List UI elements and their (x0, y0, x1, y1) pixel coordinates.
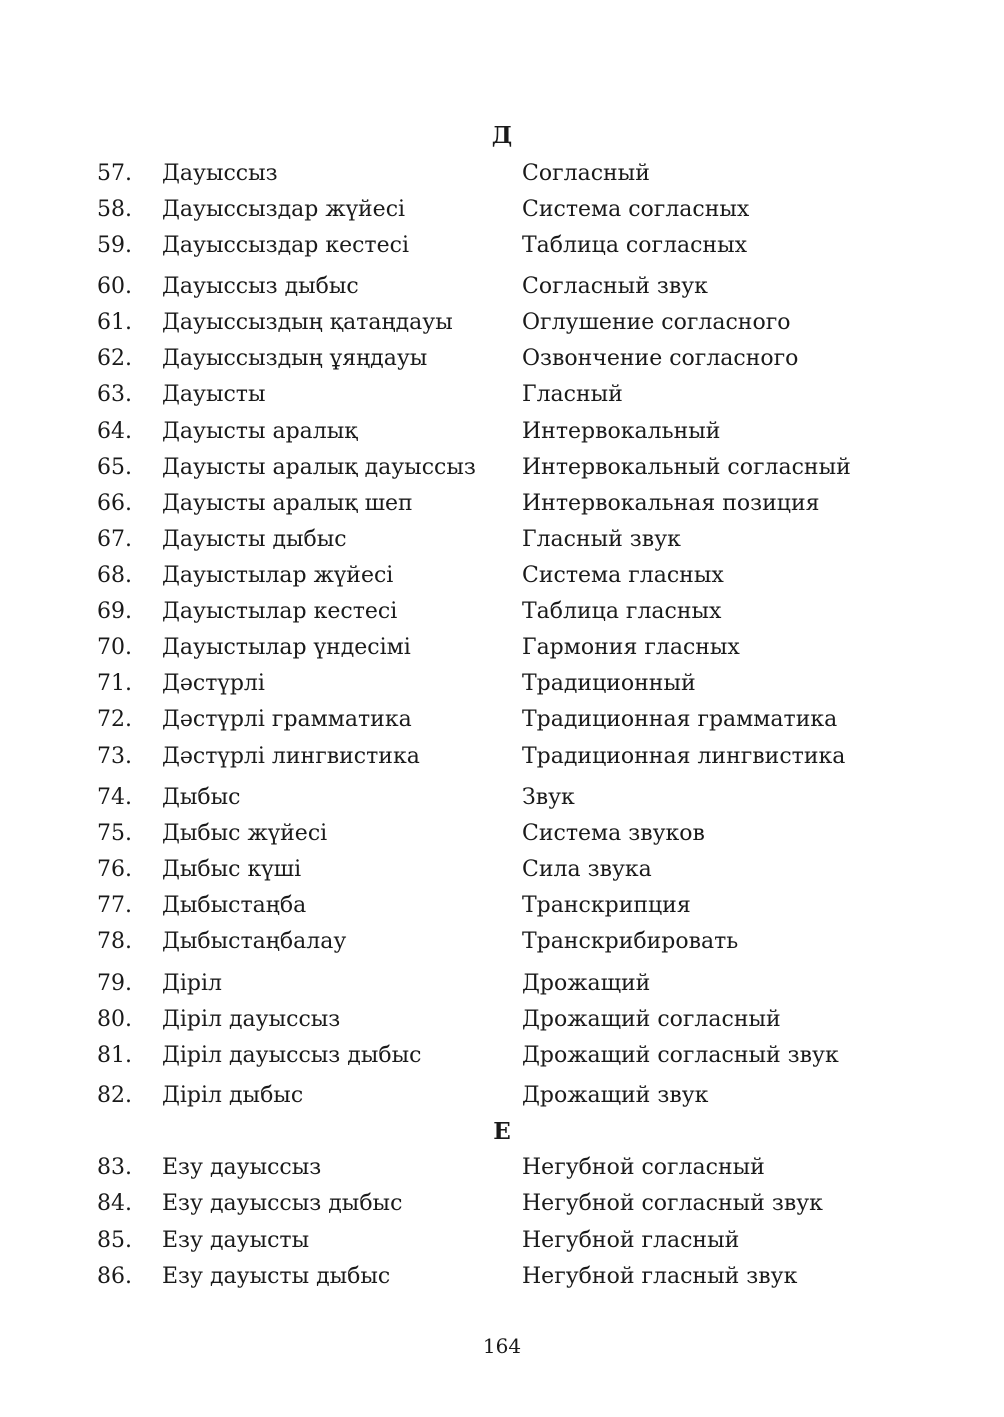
kazakh-term: Дыбыс (162, 785, 241, 810)
section-heading-e: Е (493, 1118, 511, 1145)
glossary-entry (0, 1081, 1004, 1111)
russian-term: Негубной согласный (522, 1155, 765, 1180)
entry-number: 72. (97, 707, 132, 732)
russian-term: Гармония гласных (522, 635, 740, 660)
kazakh-term: Дауыссыздар жүйесі (162, 197, 406, 222)
kazakh-term: Дыбыстаңба (162, 893, 307, 918)
kazakh-term: Дыбыс жүйесі (162, 821, 328, 846)
glossary-entry (0, 561, 1004, 591)
kazakh-term: Езу дауысты дыбыс (162, 1264, 391, 1289)
russian-term: Интервокальная позиция (522, 491, 820, 516)
entry-number: 83. (97, 1155, 132, 1180)
russian-term: Согласный звук (522, 274, 708, 299)
entry-number: 59. (97, 233, 132, 258)
kazakh-term: Дыбыс күші (162, 857, 302, 882)
entry-number: 76. (97, 857, 132, 882)
russian-term: Интервокальный согласный (522, 455, 851, 480)
russian-term: Звук (522, 785, 575, 810)
entry-number: 62. (97, 346, 132, 371)
kazakh-term: Дауыссыздың ұяңдауы (162, 346, 428, 371)
glossary-entry (0, 272, 1004, 302)
kazakh-term: Дауыссыз дыбыс (162, 274, 359, 299)
glossary-entry (0, 417, 1004, 447)
kazakh-term: Діріл дауыссыз дыбыс (162, 1043, 422, 1068)
kazakh-term: Дыбыстаңбалау (162, 929, 347, 954)
glossary-entry (0, 819, 1004, 849)
entry-number: 79. (97, 971, 132, 996)
russian-term: Гласный (522, 382, 623, 407)
russian-term: Озвончение согласного (522, 346, 799, 371)
entry-number: 64. (97, 419, 132, 444)
entry-number: 68. (97, 563, 132, 588)
entry-number: 85. (97, 1228, 132, 1253)
entry-number: 80. (97, 1007, 132, 1032)
glossary-entry (0, 633, 1004, 663)
kazakh-term: Езу дауыссыз дыбыс (162, 1191, 403, 1216)
glossary-entry (0, 344, 1004, 374)
russian-term: Дрожащий согласный (522, 1007, 781, 1032)
entry-number: 58. (97, 197, 132, 222)
kazakh-term: Дауысты дыбыс (162, 527, 347, 552)
entry-number: 77. (97, 893, 132, 918)
russian-term: Транскрибировать (522, 929, 739, 954)
glossary-entry (0, 1153, 1004, 1183)
kazakh-term: Дәстүрлі лингвистика (162, 744, 420, 769)
russian-term: Дрожащий согласный звук (522, 1043, 839, 1068)
entry-number: 67. (97, 527, 132, 552)
kazakh-term: Діріл (162, 971, 223, 996)
russian-term: Негубной согласный звук (522, 1191, 823, 1216)
entry-number: 81. (97, 1043, 132, 1068)
entry-number: 69. (97, 599, 132, 624)
glossary-entry (0, 231, 1004, 261)
russian-term: Сила звука (522, 857, 652, 882)
glossary-entry (0, 195, 1004, 225)
glossary-entry (0, 453, 1004, 483)
kazakh-term: Дауыстылар үндесімі (162, 635, 411, 660)
russian-term: Традиционный (522, 671, 696, 696)
russian-term: Негубной гласный звук (522, 1264, 798, 1289)
glossary-entry (0, 308, 1004, 338)
glossary-entry (0, 705, 1004, 735)
entry-number: 71. (97, 671, 132, 696)
kazakh-term: Езу дауыссыз (162, 1155, 322, 1180)
entry-number: 63. (97, 382, 132, 407)
kazakh-term: Дауыссыз (162, 161, 278, 186)
entry-number: 66. (97, 491, 132, 516)
russian-term: Таблица гласных (522, 599, 722, 624)
glossary-entry (0, 1041, 1004, 1071)
russian-term: Оглушение согласного (522, 310, 791, 335)
entry-number: 75. (97, 821, 132, 846)
glossary-entry (0, 597, 1004, 627)
kazakh-term: Діріл дауыссыз (162, 1007, 341, 1032)
russian-term: Таблица согласных (522, 233, 748, 258)
russian-term: Дрожащий звук (522, 1083, 709, 1108)
kazakh-term: Дауыссыздың қатаңдауы (162, 310, 453, 335)
kazakh-term: Дәстүрлі грамматика (162, 707, 412, 732)
entry-number: 65. (97, 455, 132, 480)
glossary-entry (0, 969, 1004, 999)
russian-term: Дрожащий (522, 971, 651, 996)
glossary-entry (0, 1005, 1004, 1035)
entry-number: 60. (97, 274, 132, 299)
entry-number: 70. (97, 635, 132, 660)
glossary-entry (0, 380, 1004, 410)
russian-term: Традиционная грамматика (522, 707, 838, 732)
russian-term: Система звуков (522, 821, 705, 846)
entry-number: 82. (97, 1083, 132, 1108)
kazakh-term: Діріл дыбыс (162, 1083, 304, 1108)
russian-term: Транскрипция (522, 893, 691, 918)
russian-term: Гласный звук (522, 527, 681, 552)
page-number: 164 (482, 1334, 522, 1358)
glossary-entry (0, 891, 1004, 921)
kazakh-term: Дәстүрлі (162, 671, 265, 696)
glossary-entry (0, 1226, 1004, 1256)
glossary-entry (0, 669, 1004, 699)
kazakh-term: Дауыстылар жүйесі (162, 563, 394, 588)
kazakh-term: Дауысты аралық шеп (162, 491, 413, 516)
entry-number: 84. (97, 1191, 132, 1216)
entry-number: 61. (97, 310, 132, 335)
glossary-entry (0, 927, 1004, 957)
russian-term: Система согласных (522, 197, 750, 222)
kazakh-term: Дауыстылар кестесі (162, 599, 398, 624)
section-heading-d: Д (491, 122, 513, 149)
glossary-entry (0, 489, 1004, 519)
glossary-entry (0, 1189, 1004, 1219)
kazakh-term: Дауысты аралық (162, 419, 358, 444)
entry-number: 57. (97, 161, 132, 186)
kazakh-term: Дауысты аралық дауыссыз (162, 455, 476, 480)
kazakh-term: Дауыссыздар кестесі (162, 233, 409, 258)
entry-number: 78. (97, 929, 132, 954)
glossary-entry (0, 783, 1004, 813)
kazakh-term: Дауысты (162, 382, 266, 407)
kazakh-term: Езу дауысты (162, 1228, 310, 1253)
russian-term: Негубной гласный (522, 1228, 740, 1253)
glossary-entry (0, 1262, 1004, 1292)
russian-term: Традиционная лингвистика (522, 744, 846, 769)
glossary-entry (0, 742, 1004, 772)
russian-term: Согласный (522, 161, 650, 186)
russian-term: Система гласных (522, 563, 724, 588)
entry-number: 74. (97, 785, 132, 810)
glossary-entry (0, 855, 1004, 885)
glossary-entry (0, 159, 1004, 189)
entry-number: 73. (97, 744, 132, 769)
russian-term: Интервокальный (522, 419, 721, 444)
entry-number: 86. (97, 1264, 132, 1289)
glossary-entry (0, 525, 1004, 555)
